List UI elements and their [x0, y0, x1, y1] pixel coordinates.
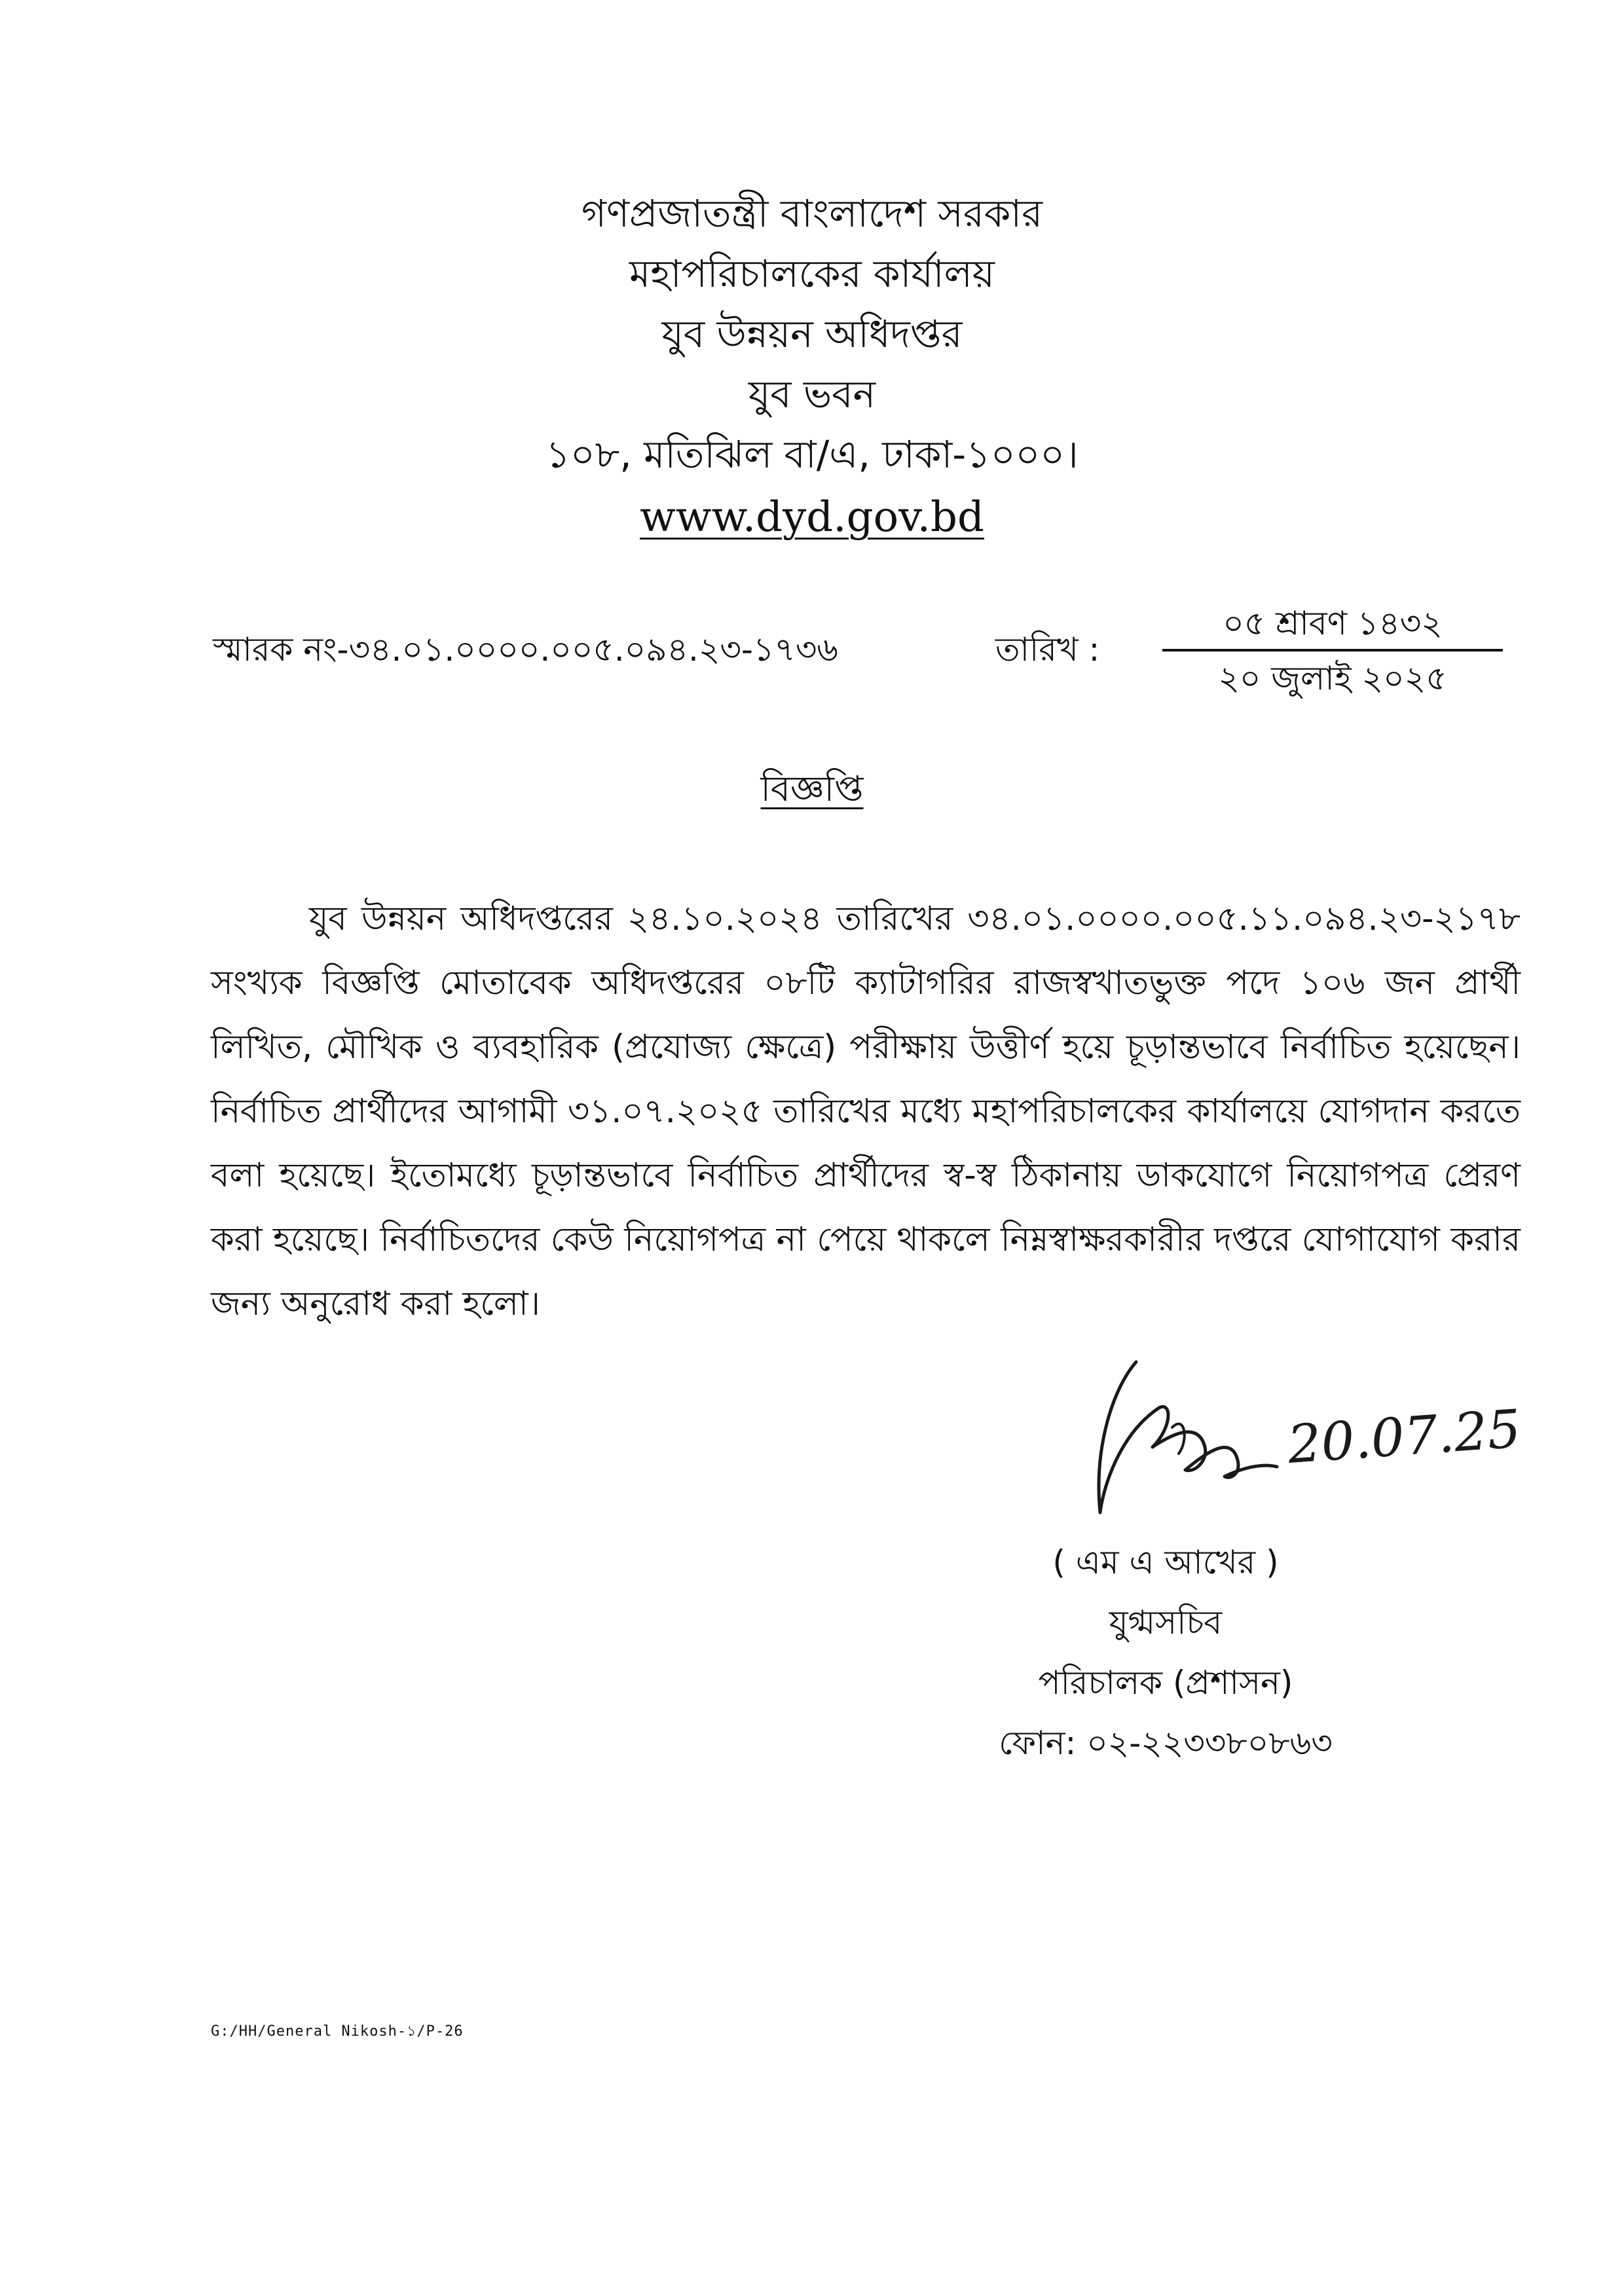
handwritten-signature [1074, 1349, 1290, 1545]
office-name: মহাপরিচালকের কার্যালয় [629, 251, 995, 296]
website-link[interactable]: www.dyd.gov.bd [640, 493, 984, 542]
date-block [1162, 600, 1503, 701]
date-label: তারিখ : [995, 631, 1100, 669]
notice-body: যুব উন্নয়ন অধিদপ্তরের ২৪.১০.২০২৪ তারিখের ৩৪.০১.০০০০.০০৫.১১.০৯৪.২৩-২১৭৮ সংখ্যক বিজ্ঞপ্তি মোতাবেক অধিদপ্তরের ০৮টি ক্যাটাগরির রাজস্বখাতভুক্ত পদে ১০৬ জন প্রার্থী লিখিত, মৌখিক ও ব্যবহারিক (প্রযোজ্য ক্ষেত্রে) পরীক্ষায় উত্তীর্ণ হয়ে চূড়ান্তভাবে নির্বাচিত হয়েছেন। নির্বাচিত প্রার্থীদের আগামী ৩১.০৭.২০২৫ তারিখের মধ্যে মহাপরিচালকের কার্যালয়ে যোগদান করতে বলা হয়েছে। ইতোমধ্যে চূড়ান্তভাবে নির্বাচিত প্রার্থীদের স্ব-স্ব ঠিকানায় ডাকযোগে নিয়োগপত্র প্রেরণ করা হয়েছে। নির্বাচিতদের কেউ নিয়োগপত্র না পেয়ে থাকলে নিম্নস্বাক্ষরকারীর দপ্তরে যোগাযোগ করার জন্য অনুরোধ করা হলো। [211, 900, 1521, 1323]
department-name: যুব উন্নয়ন অধিদপ্তর [661, 312, 963, 356]
memo-number: স্মারক নং-৩৪.০১.০০০০.০০৫.০৯৪.২৩-১৭৩৬ [213, 631, 838, 669]
signatory-role: পরিচালক (প্রশাসন) [1038, 1664, 1293, 1702]
signatory-block [995, 1532, 1336, 1773]
signature-date: 20.07.25 [1285, 1398, 1523, 1475]
letterhead [0, 183, 1624, 550]
date-divider [1162, 649, 1503, 652]
date-bangla-calendar: ০৫ শ্রাবণ ১৪৩২ [1223, 604, 1443, 642]
signatory-name: ( এম এ আখের ) [1052, 1543, 1279, 1581]
signatory-designation: যুগ্মসচিব [1109, 1604, 1223, 1642]
building-name: যুব ভবন [748, 372, 876, 416]
date-gregorian-calendar: ২০ জুলাই ২০২৫ [1218, 659, 1447, 697]
notice-title-text: বিজ্ঞপ্তি [760, 768, 864, 809]
government-name: গণপ্রজাতন্ত্রী বাংলাদেশ সরকার [581, 191, 1043, 236]
signature-area [1074, 1349, 1572, 1545]
office-address: ১০৮, মতিঝিল বা/এ, ঢাকা-১০০০। [545, 432, 1079, 477]
notice-title [0, 763, 1624, 815]
signatory-phone: ফোন: ০২-২২৩৩৮০৮৬৩ [999, 1724, 1333, 1762]
file-path-footer: G:/HH/General Nikosh-১/P-26 [211, 2023, 464, 2040]
memo-row [213, 604, 1522, 724]
